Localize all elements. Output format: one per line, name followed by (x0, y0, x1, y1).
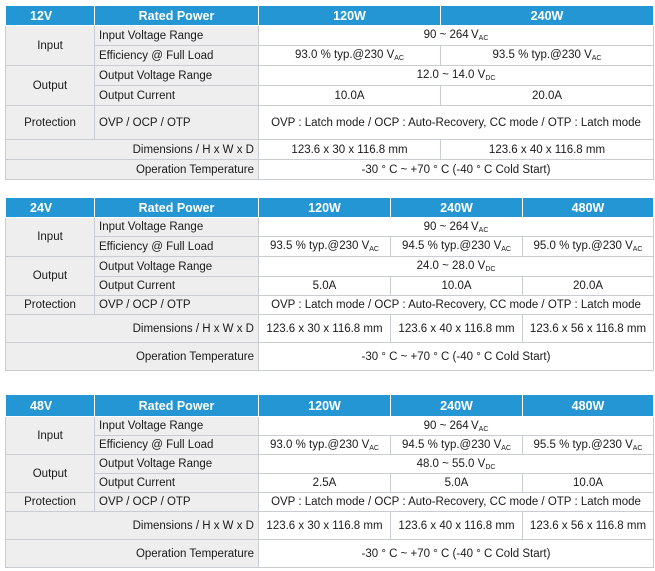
model-header: 480W (523, 395, 654, 417)
dimensions-label: Dimensions / H x W x D (6, 315, 259, 343)
spec-table-12v (5, 5, 654, 180)
output-voltage-value: 24.0 ~ 28.0 $V_{DC}$ (259, 257, 654, 277)
model-header: 120W (259, 6, 441, 26)
protection-label: Protection (6, 296, 95, 315)
efficiency-value: 93.5 % typ.@230 $V_{AC}$ (259, 237, 391, 257)
output-current-value: 20.0A (523, 277, 654, 296)
efficiency-value: 95.0 % typ.@230 $V_{AC}$ (523, 237, 654, 257)
output-group-label: Output (6, 66, 95, 106)
dimensions-value: 123.6 x 30 x 116.8 mm (259, 315, 391, 343)
efficiency-value: 94.5 % typ.@230 $V_{AC}$ (391, 436, 523, 455)
protection-modes-label: OVP / OCP / OTP (95, 493, 259, 512)
temperature-value: -30 ° C ~ +70 ° C (-40 ° C Cold Start) (259, 343, 654, 371)
output-voltage-value: 12.0 ~ 14.0 $V_{DC}$ (259, 66, 654, 86)
protection-value: OVP : Latch mode / OCP : Auto-Recovery, CC mode / OTP : Latch mode (259, 493, 654, 512)
output-current-value: 2.5A (259, 474, 391, 493)
model-header: 120W (259, 198, 391, 218)
input-group-label: Input (6, 26, 95, 66)
temperature-label: Operation Temperature (6, 160, 259, 180)
output-voltage-value: 48.0 ~ 55.0 $V_{DC}$ (259, 455, 654, 474)
spec-table-24v (5, 197, 654, 371)
dimensions-label: Dimensions / H x W x D (6, 512, 259, 540)
dimensions-value: 123.6 x 30 x 116.8 mm (259, 140, 441, 160)
output-voltage-label: Output Voltage Range (95, 257, 259, 277)
output-current-value: 10.0A (259, 86, 441, 106)
input-voltage-label: Input Voltage Range (95, 218, 259, 237)
model-header: 240W (441, 6, 654, 26)
efficiency-label: Efficiency @ Full Load (95, 237, 259, 257)
voltage-header: 48V (6, 395, 95, 417)
protection-label: Protection (6, 106, 95, 140)
output-voltage-label: Output Voltage Range (95, 66, 259, 86)
output-current-label: Output Current (95, 86, 259, 106)
dimensions-value: 123.6 x 56 x 116.8 mm (523, 315, 654, 343)
temperature-value: -30 ° C ~ +70 ° C (-40 ° C Cold Start) (259, 160, 654, 180)
input-voltage-value: 90 ~ 264 $V_{AC}$ (259, 26, 654, 46)
voltage-header: 12V (6, 6, 95, 26)
output-group-label: Output (6, 257, 95, 296)
efficiency-value: 95.5 % typ.@230 $V_{AC}$ (523, 436, 654, 455)
input-voltage-value: 90 ~ 264 $V_{AC}$ (259, 417, 654, 436)
output-current-value: 5.0A (259, 277, 391, 296)
dimensions-value: 123.6 x 40 x 116.8 mm (441, 140, 654, 160)
dimensions-label: Dimensions / H x W x D (6, 140, 259, 160)
protection-modes-label: OVP / OCP / OTP (95, 106, 259, 140)
output-group-label: Output (6, 455, 95, 493)
efficiency-value: 94.5 % typ.@230 $V_{AC}$ (391, 237, 523, 257)
dimensions-value: 123.6 x 40 x 116.8 mm (391, 315, 523, 343)
efficiency-label: Efficiency @ Full Load (95, 436, 259, 455)
temperature-label: Operation Temperature (6, 343, 259, 371)
input-voltage-label: Input Voltage Range (95, 26, 259, 46)
spec-table-48v (5, 394, 654, 568)
protection-modes-label: OVP / OCP / OTP (95, 296, 259, 315)
output-current-value: 5.0A (391, 474, 523, 493)
input-voltage-value: 90 ~ 264 $V_{AC}$ (259, 218, 654, 237)
output-current-value: 10.0A (391, 277, 523, 296)
protection-value: OVP : Latch mode / OCP : Auto-Recovery, CC mode / OTP : Latch mode (259, 106, 654, 140)
efficiency-label: Efficiency @ Full Load (95, 46, 259, 66)
model-header: 240W (391, 395, 523, 417)
output-voltage-label: Output Voltage Range (95, 455, 259, 474)
temperature-value: -30 ° C ~ +70 ° C (-40 ° C Cold Start) (259, 540, 654, 568)
input-group-label: Input (6, 417, 95, 455)
output-current-value: 10.0A (523, 474, 654, 493)
dimensions-value: 123.6 x 30 x 116.8 mm (259, 512, 391, 540)
input-voltage-label: Input Voltage Range (95, 417, 259, 436)
output-current-label: Output Current (95, 474, 259, 493)
rated-power-header: Rated Power (95, 198, 259, 218)
temperature-label: Operation Temperature (6, 540, 259, 568)
rated-power-header: Rated Power (95, 6, 259, 26)
efficiency-value: 93.0 % typ.@230 $V_{AC}$ (259, 46, 441, 66)
output-current-label: Output Current (95, 277, 259, 296)
protection-value: OVP : Latch mode / OCP : Auto-Recovery, CC mode / OTP : Latch mode (259, 296, 654, 315)
input-group-label: Input (6, 218, 95, 257)
dimensions-value: 123.6 x 56 x 116.8 mm (523, 512, 654, 540)
dimensions-value: 123.6 x 40 x 116.8 mm (391, 512, 523, 540)
efficiency-value: 93.5 % typ.@230 $V_{AC}$ (441, 46, 654, 66)
protection-label: Protection (6, 493, 95, 512)
model-header: 480W (523, 198, 654, 218)
output-current-value: 20.0A (441, 86, 654, 106)
model-header: 240W (391, 198, 523, 218)
efficiency-value: 93.0 % typ.@230 $V_{AC}$ (259, 436, 391, 455)
voltage-header: 24V (6, 198, 95, 218)
model-header: 120W (259, 395, 391, 417)
rated-power-header: Rated Power (95, 395, 259, 417)
